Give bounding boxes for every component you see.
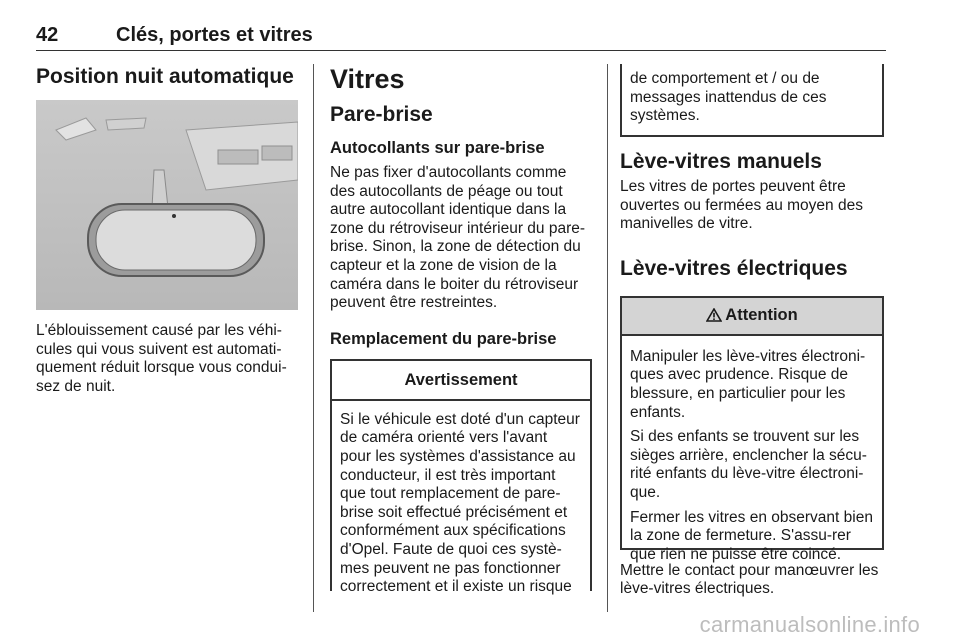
section-heading-night-position: Position nuit automatique	[36, 65, 294, 88]
heading-power-windows: Lève-vitres électriques	[620, 256, 848, 280]
subsection-windscreen: Pare-brise	[330, 103, 433, 126]
section-title-windows: Vitres	[330, 64, 405, 94]
manual-windows-text: Les vitres de portes peuvent être ouvertes ou fermées au moyen des manivelles de vitre.	[620, 178, 863, 233]
warning-triangle-icon	[706, 308, 722, 327]
column-divider-2	[607, 64, 608, 612]
column-divider-1	[313, 64, 314, 612]
warning-box-continued	[620, 64, 884, 137]
column-left	[36, 64, 300, 396]
attention-paragraph-3: Fermer les vitres en observant bien la zone de fermeture. S'assu-rer que rien ne puisse être coincé.	[630, 508, 873, 563]
attention-paragraph-2: Si des enfants se trouvent sur les sièges arrière, enclencher la sécu-rité enfants du lève-vitre électroni-que.	[630, 428, 867, 501]
watermark: carmanualsonline.info	[699, 612, 920, 637]
heading-manual-windows: Lève-vitres manuels	[620, 150, 822, 173]
warning-box	[330, 359, 592, 596]
windscreen-stickers-text: Ne pas fixer d'autocollants comme des autocollants de péage ou tout autre autocollant identique dans la zone du rétroviseur intérieur du pare-brise. Sinon, la zone de détection du capteur et la zone de vision de la caméra dans le boiter du rétroviseur peuvent être restreintes.	[330, 164, 586, 312]
column-right	[620, 64, 886, 599]
column-middle	[330, 64, 592, 596]
power-windows-text: Mettre le contact pour manœuvrer les lève-vitres électriques.	[620, 561, 879, 598]
header-rule	[36, 50, 886, 51]
attention-header	[622, 298, 882, 336]
attention-title: Attention	[725, 305, 798, 324]
attention-box	[620, 296, 884, 563]
warning-title: Avertissement	[332, 361, 590, 401]
heading-windscreen-replacement: Remplacement du pare-brise	[330, 329, 557, 348]
warning-text: Si le véhicule est doté d'un capteur de caméra orienté vers l'avant pour les systèmes d'assistance au conducteur, il est très important que tout remplacement de pare-brise soit effectué précisément et conformément aux spécifications d'Opel. Faute de quoi ces systè-mes peuvent ne pas fonctionner correctement et il existe un risque	[340, 410, 580, 596]
page-number: 42	[36, 24, 59, 46]
attention-body	[622, 336, 882, 579]
chapter-title: Clés, portes et vitres	[116, 24, 313, 46]
attention-paragraph-1: Manipuler les lève-vitres électroni-ques avec prudence. Risque de blessure, en particulier pour les enfants.	[630, 347, 866, 421]
warning-continued-text: de comportement et / ou de messages inattendus de ces systèmes.	[630, 70, 827, 125]
rearview-mirror-image	[36, 100, 298, 310]
night-position-text: L'éblouissement causé par les véhi-cules qui vous suivent est automati-quement réduit lorsque vous condui-sez de nuit.	[36, 322, 287, 395]
heading-windscreen-stickers: Autocollants sur pare-brise	[330, 139, 545, 157]
mirror-illustration	[36, 100, 298, 310]
